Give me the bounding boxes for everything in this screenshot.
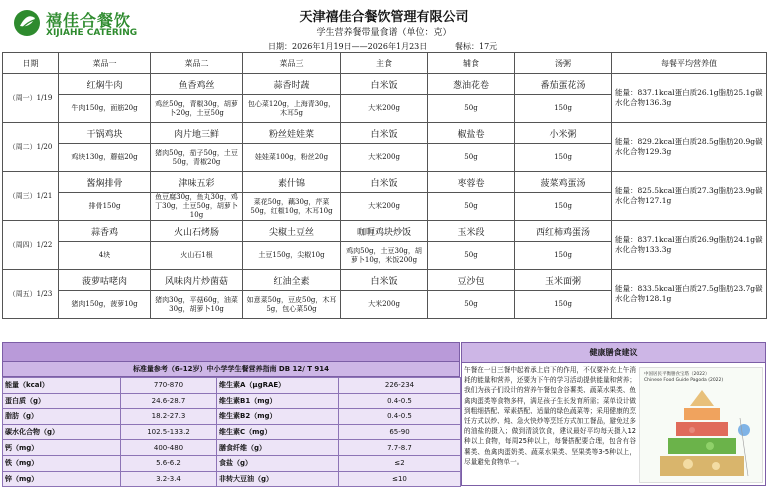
dish-ingredients: 大米200g — [341, 291, 428, 319]
dish-ingredients: 鸡肉50g，土豆30g，胡萝卜10g，米饭200g — [341, 242, 428, 270]
dish-name: 津味五彩 — [151, 172, 243, 193]
column-header: 菜品二 — [151, 53, 243, 74]
nutrient-range: 18.2-27.3 — [121, 409, 217, 425]
column-header: 每餐平均营养值 — [612, 53, 767, 74]
dish-name: 白米饭 — [341, 270, 428, 291]
column-header: 主食 — [341, 53, 428, 74]
dish-ingredients: 4块 — [59, 242, 151, 270]
dish-ingredients: 包心菜120g，上海青30g，木耳5g — [243, 95, 341, 123]
diet-advice — [461, 342, 766, 486]
nutrient-range: 3.2-3.4 — [121, 471, 217, 487]
dish-name: 风味肉片炒菌菇 — [151, 270, 243, 291]
dish-name: 素什锦 — [243, 172, 341, 193]
menu-dish-row — [3, 123, 767, 144]
dish-name: 葱油花卷 — [428, 74, 515, 95]
logo-chinese-name: 禧佳合餐饮 — [46, 11, 132, 30]
dish-ingredients: 火山石1根 — [151, 242, 243, 270]
day-date: （周二）1/20 — [3, 123, 59, 172]
dish-name: 鱼香鸡丝 — [151, 74, 243, 95]
advice-title: 健康膳食建议 — [462, 343, 765, 363]
reference-row — [3, 424, 461, 440]
dish-ingredients: 50g — [428, 95, 515, 123]
dish-ingredients: 土豆150g，尖椒10g — [243, 242, 341, 270]
dish-name: 椒盐卷 — [428, 123, 515, 144]
dish-name: 肉片地三鲜 — [151, 123, 243, 144]
dish-ingredients: 鸡丝50g，青椒30g，胡萝卜20g，土豆50g — [151, 95, 243, 123]
dish-name: 番茄蛋花汤 — [515, 74, 612, 95]
dish-name: 尖椒土豆丝 — [243, 221, 341, 242]
dish-ingredients: 猪肉30g，平菇60g，油菜30g，胡萝卜10g — [151, 291, 243, 319]
dish-name: 小米粥 — [515, 123, 612, 144]
dish-ingredients: 大米200g — [341, 144, 428, 172]
column-header: 日期 — [3, 53, 59, 74]
menu-dish-row — [3, 172, 767, 193]
dish-ingredients: 猪肉50g，茄子50g，土豆50g，青椒20g — [151, 144, 243, 172]
nutrient-name: 维生素A（μgRAE） — [217, 378, 339, 394]
dish-ingredients: 鱼豆腐30g，鱼丸30g，鸡丁30g，土豆50g，胡萝卜10g — [151, 193, 243, 221]
dish-name: 玉米段 — [428, 221, 515, 242]
company-name: 天津禧佳合餐饮管理有限公司 — [299, 10, 469, 25]
nutrient-range: 400-480 — [121, 440, 217, 456]
nutrient-name: 碳水化合物（g） — [3, 424, 121, 440]
dish-name: 白米饭 — [341, 123, 428, 144]
nutrient-range: ≤10 — [339, 471, 461, 487]
nutrient-name: 维生素B2（mg） — [217, 409, 339, 425]
nutrient-range: 0.4-0.5 — [339, 409, 461, 425]
dish-name: 红焖牛肉 — [59, 74, 151, 95]
dish-ingredients: 150g — [515, 193, 612, 221]
nutrient-range: 5.6-6.2 — [121, 455, 217, 471]
nutrition-value: 能量：825.5kcal蛋白质27.3g脂肪23.9g碳水化合物127.1g — [612, 172, 767, 221]
dish-name: 蒜香鸡 — [59, 221, 151, 242]
reference-row — [3, 378, 461, 394]
dish-name: 咖喱鸡块炒饭 — [341, 221, 428, 242]
dish-name: 粉丝娃娃菜 — [243, 123, 341, 144]
day-date: （周四）1/22 — [3, 221, 59, 270]
dish-ingredients: 150g — [515, 291, 612, 319]
reference-row — [3, 409, 461, 425]
dish-name: 菠菜鸡蛋汤 — [515, 172, 612, 193]
nutrient-range: 0.4-0.5 — [339, 393, 461, 409]
reference-table — [2, 377, 461, 487]
dish-ingredients: 菜花50g，藕30g，芹菜50g，红椒10g，木耳10g — [243, 193, 341, 221]
reference-row — [3, 393, 461, 409]
page-header — [0, 0, 768, 54]
dish-ingredients: 鸡块130g，蘑菇20g — [59, 144, 151, 172]
nutrition-value: 能量：837.1kcal蛋白质26.9g脂肪24.1g碳水化合物133.3g — [612, 221, 767, 270]
nutrient-name: 食盐（g） — [217, 455, 339, 471]
nutrient-name: 能量（kcal） — [3, 378, 121, 394]
menu-subtitle: 学生营养餐带量食谱（单位：克） — [316, 28, 452, 38]
menu-dish-row — [3, 74, 767, 95]
dish-ingredients: 排骨150g — [59, 193, 151, 221]
food-pagoda-image — [639, 367, 763, 483]
nutrient-name: 维生素C（mg） — [217, 424, 339, 440]
dish-ingredients: 牛肉150g，面筋20g — [59, 95, 151, 123]
menu-period: 日期：2026年1月19日——2026年1月23日 — [268, 42, 428, 51]
dish-name: 红油全素 — [243, 270, 341, 291]
pagoda-subtitle: Chinese Food Guide Pagoda (2022) — [644, 378, 724, 383]
dish-name: 白米饭 — [341, 172, 428, 193]
food-pagoda-illustration — [640, 368, 764, 484]
reference-title: 标准量参考（6-12岁）中小学学生餐营养指南 DB 12/ T 914 — [2, 362, 460, 377]
day-date: （周一）1/19 — [3, 74, 59, 123]
dish-ingredients: 50g — [428, 193, 515, 221]
nutrient-name: 维生素B1（mg） — [217, 393, 339, 409]
dish-ingredients: 150g — [515, 144, 612, 172]
reference-band — [2, 342, 460, 362]
advice-text: 午餐在一日三餐中起着承上启下的作用，不仅要补充上午消耗的能量和营养，还要为下午的学习活动提供能量和营养；我们为孩子们设计的营养午餐包含谷薯类、蔬菜水果类、鱼禽肉蛋类等食物多样，满足孩子生长发育所需；菜单设计做到粗细搭配、荤素搭配、适量的绿色蔬菜等；采用健康的烹饪方式以炒、炖、急火快炒等烹饪方式加工餐品，避免过多的油盐的摄入；做到清淡饮食，建议最好平均每天摄入12种以上食物，每周25种以上，每餐搭配要合理，包含有谷薯类、鱼禽肉蛋奶类、蔬菜水果类、坚果类等3-5种以上，尽量避免食物单一。 — [464, 366, 636, 466]
nutrient-name: 蛋白质（g） — [3, 393, 121, 409]
dish-ingredients: 50g — [428, 144, 515, 172]
nutrient-name: 膳食纤维（g） — [217, 440, 339, 456]
dish-name: 白米饭 — [341, 74, 428, 95]
nutrient-range: 24.6-28.7 — [121, 393, 217, 409]
column-header: 辅食 — [428, 53, 515, 74]
nutrient-range: 7.7-8.7 — [339, 440, 461, 456]
day-date: （周三）1/21 — [3, 172, 59, 221]
dish-ingredients: 50g — [428, 242, 515, 270]
nutrient-range: 65-90 — [339, 424, 461, 440]
menu-dish-row — [3, 270, 767, 291]
dish-name: 酱焖排骨 — [59, 172, 151, 193]
nutrient-range: 102.5-133.2 — [121, 424, 217, 440]
nutrition-value: 能量：837.1kcal蛋白质26.1g脂肪25.1g碳水化合物136.3g — [612, 74, 767, 123]
dish-ingredients: 如意菜50g，豆皮50g，木耳5g，包心菜50g — [243, 291, 341, 319]
dish-ingredients: 大米200g — [341, 193, 428, 221]
nutrient-name: 脂肪（g） — [3, 409, 121, 425]
menu-dish-row — [3, 221, 767, 242]
meal-standard: 餐标：17元 — [455, 42, 498, 51]
nutrition-value: 能量：833.5kcal蛋白质27.5g脂肪23.7g碳水化合物128.1g — [612, 270, 767, 319]
dish-ingredients: 150g — [515, 95, 612, 123]
dish-name: 蒜香时蔬 — [243, 74, 341, 95]
nutrient-range: 226-234 — [339, 378, 461, 394]
dish-ingredients: 50g — [428, 291, 515, 319]
dish-name: 西红柿鸡蛋汤 — [515, 221, 612, 242]
nutrient-range: 770-870 — [121, 378, 217, 394]
nutrient-range: ≤2 — [339, 455, 461, 471]
logo-english-name: XIJIAHE CATERING — [46, 28, 138, 38]
dish-ingredients: 150g — [515, 242, 612, 270]
nutrition-value: 能量：829.2kcal蛋白质28.5g脂肪20.9g碳水化合物129.3g — [612, 123, 767, 172]
nutrient-name: 铁（mg） — [3, 455, 121, 471]
dish-name: 豆沙包 — [428, 270, 515, 291]
nutrient-name: 非转大豆油（g） — [217, 471, 339, 487]
day-date: （周五）1/23 — [3, 270, 59, 319]
table-header-row — [3, 53, 767, 74]
dish-name: 菠萝咕咾肉 — [59, 270, 151, 291]
reference-row — [3, 455, 461, 471]
nutrient-name: 锌（mg） — [3, 471, 121, 487]
reference-row — [3, 440, 461, 456]
nutrition-reference — [2, 342, 460, 487]
column-header: 汤粥 — [515, 53, 612, 74]
dish-name: 火山石烤肠 — [151, 221, 243, 242]
column-header: 菜品三 — [243, 53, 341, 74]
nutrient-name: 钙（mg） — [3, 440, 121, 456]
dish-name: 干锅鸡块 — [59, 123, 151, 144]
dish-name: 玉米面粥 — [515, 270, 612, 291]
dish-name: 枣蓉卷 — [428, 172, 515, 193]
pagoda-title: 中国居民平衡膳食宝塔（2022） — [644, 372, 710, 377]
weekly-menu-table — [2, 52, 767, 319]
dish-ingredients: 大米200g — [341, 95, 428, 123]
column-header: 菜品一 — [59, 53, 151, 74]
reference-row — [3, 471, 461, 487]
dish-ingredients: 猪肉150g，菠萝10g — [59, 291, 151, 319]
dish-ingredients: 娃娃菜100g，粉丝20g — [243, 144, 341, 172]
